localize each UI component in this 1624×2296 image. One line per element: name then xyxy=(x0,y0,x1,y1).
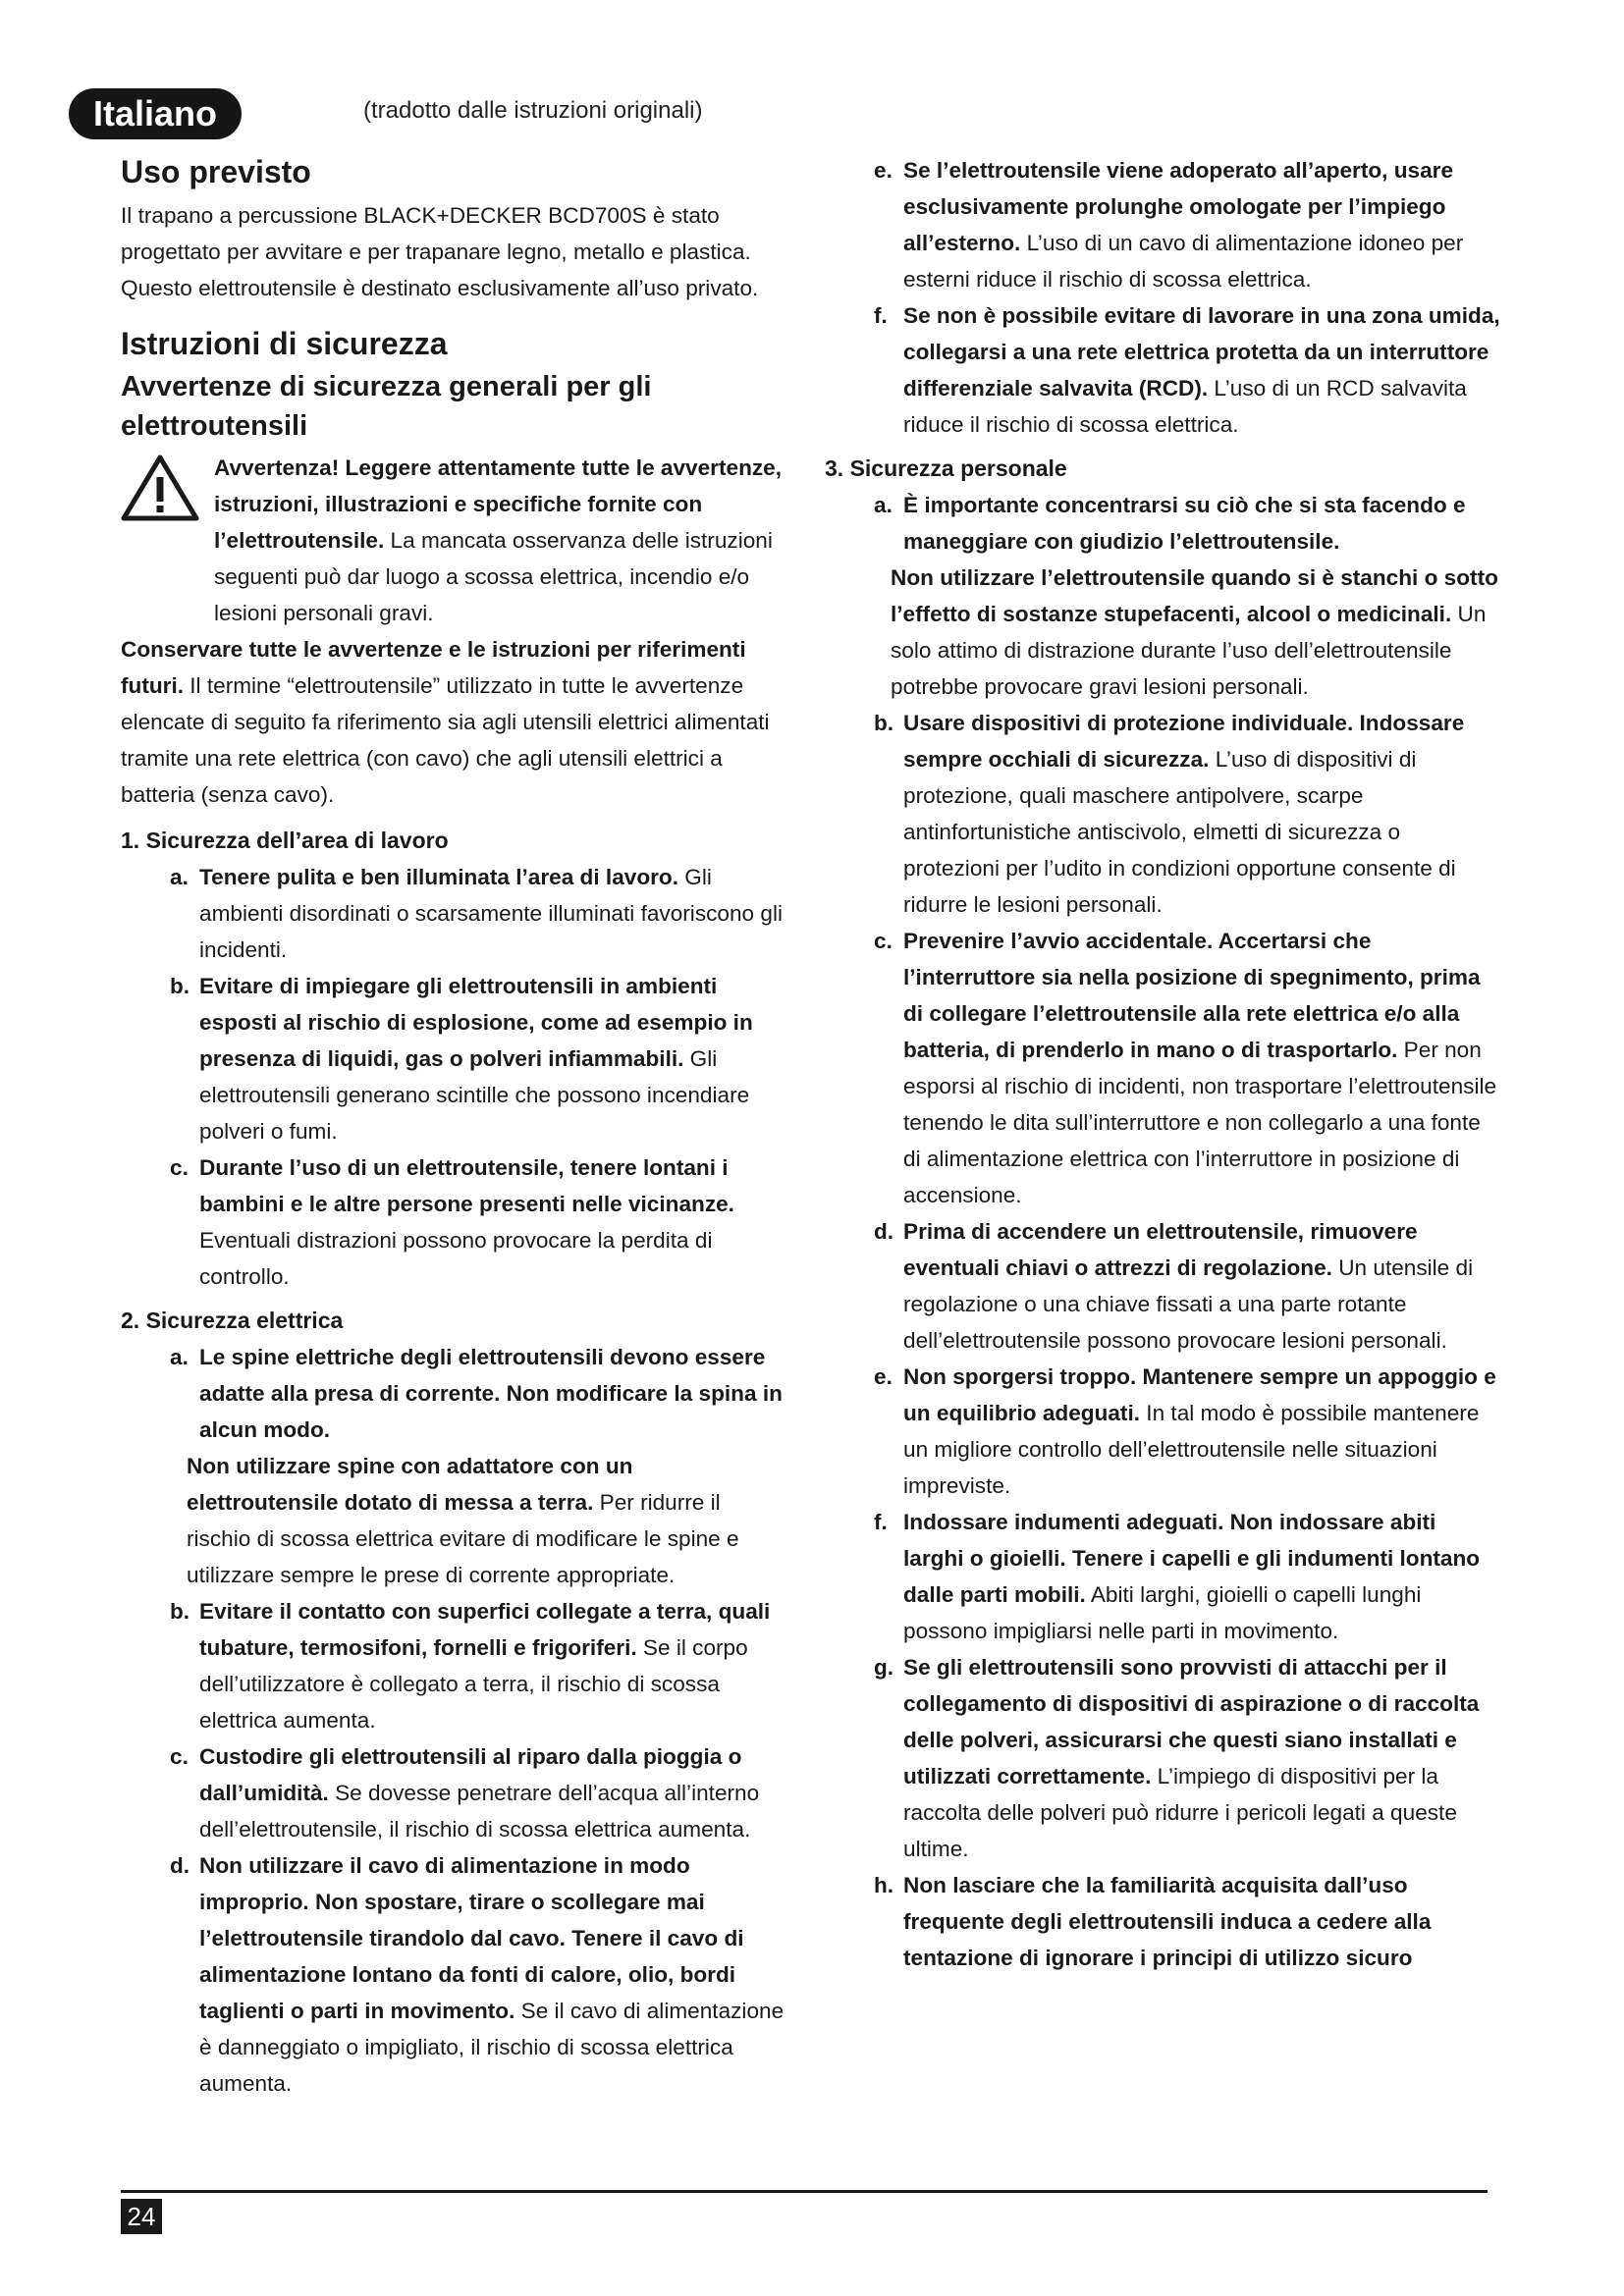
right-column xyxy=(825,152,1502,1976)
item-label: f. xyxy=(874,1510,888,1534)
item-label: h. xyxy=(874,1873,894,1897)
item-bold: Custodire gli elettroutensili al riparo dalla pioggia o dall’umidità. xyxy=(199,1744,742,1805)
item-bold: Durante l’uso di un elettroutensile, tenere lontani i bambini e le altre persone presenti nelle vicinanze. xyxy=(199,1155,734,1216)
item-bold: Se gli elettroutensili sono provvisti di attacchi per il collegamento di dispositivi di aspirazione o di raccolta delle polveri, assicurarsi che questi siano installati e utilizzati correttamente. xyxy=(903,1655,1480,1789)
item-text: Eventuali distrazioni possono provocare la perdita di controllo. xyxy=(199,1228,713,1289)
warning-triangle-icon xyxy=(121,454,199,522)
section3-item-a-continuation xyxy=(825,560,1502,705)
item-bold: Non utilizzare il cavo di alimentazione in modo improprio. Non spostare, tirare o scollegare mai l’elettroutensile tirandolo dal cavo. Tenere il cavo di alimentazione lontano da fonti di calore, olio, bordi taglienti o parti in movimento. xyxy=(199,1853,744,2023)
item-bold: Evitare il contatto con superfici collegate a terra, quali tubature, termosifoni, fornelli e frigoriferi. xyxy=(199,1599,771,1660)
item-bold: Usare dispositivi di protezione individuale. Indossare sempre occhiali di sicurezza. xyxy=(903,711,1465,772)
item-text: Per non esporsi al rischio di incidenti, non trasportare l’elettroutensile tenendo le dita sull’interruttore e non collegarlo a una fonte di alimentazione elettrica con l’interruttore in posizione di accensione. xyxy=(903,1038,1497,1207)
section3-item-a xyxy=(825,487,1502,560)
item-text-2: Un solo attimo di distrazione durante l’uso dell’elettroutensile potrebbe provocare gravi lesioni personali. xyxy=(891,602,1487,699)
warning-block xyxy=(121,450,788,631)
item-bold: Tenere pulita e ben illuminata l’area di lavoro. xyxy=(199,865,678,889)
item-label: e. xyxy=(874,1364,893,1389)
item-bold: Non sporgersi troppo. Mantenere sempre un appoggio e un equilibrio adeguati. xyxy=(903,1364,1496,1425)
item-label: c. xyxy=(170,1744,189,1769)
translation-note: (tradotto dalle istruzioni originali) xyxy=(363,97,703,124)
warning-bold: Avvertenza! Leggere attentamente tutte le avvertenze, istruzioni, illustrazioni e specifiche fornite con l’elettroutensile. xyxy=(214,455,783,553)
item-text: L’uso di dispositivi di protezione, quali maschere antipolvere, scarpe antinfortunistiche antiscivolo, elmetti di sicurezza o protezioni per l’udito in condizioni opportune consente di ridurre le lesioni personali. xyxy=(903,747,1456,917)
item-label: a. xyxy=(874,493,893,517)
warning-rest: La mancata osservanza delle istruzioni seguenti può dar luogo a scossa elettrica, incendio e/o lesioni personali gravi. xyxy=(214,528,773,625)
section2-title: 2. Sicurezza elettrica xyxy=(121,1308,344,1333)
section2-item-a-continuation xyxy=(121,1448,788,1593)
item-label: c. xyxy=(170,1155,189,1180)
item-bold-2: Non utilizzare l’elettroutensile quando si è stanchi o sotto l’effetto di sostanze stupefacenti, alcool o medicinali. xyxy=(891,565,1498,626)
footer-rule xyxy=(121,2190,1488,2193)
item-bold: Prima di accendere un elettroutensile, rimuovere eventuali chiavi o attrezzi di regolazione. xyxy=(903,1219,1418,1280)
item-label: b. xyxy=(170,974,190,998)
section1-title: 1. Sicurezza dell’area di lavoro xyxy=(121,828,449,853)
section3-item-c xyxy=(825,923,1502,1213)
section1-item-a xyxy=(121,859,788,968)
section3-title: 3. Sicurezza personale xyxy=(825,455,1067,481)
item-label: a. xyxy=(170,1345,189,1369)
warning-text xyxy=(214,450,788,631)
item-text: L’uso di un cavo di alimentazione idoneo per esterni riduce il rischio di scossa elettrica. xyxy=(903,231,1464,292)
section3-item-f xyxy=(825,1504,1502,1649)
section2-item-f xyxy=(825,297,1502,443)
keep-rest: Il termine “elettroutensile” utilizzato in tutte le avvertenze elencate di seguito fa riferimento sia agli utensili elettrici alimentati tramite una rete elettrica (con cavo) che agli utensili elettrici a batteria (senza cavo). xyxy=(121,673,770,807)
page-number: 24 xyxy=(121,2199,162,2234)
item-bold-2: Non utilizzare spine con adattatore con un elettroutensile dotato di messa a terra. xyxy=(187,1454,633,1515)
section3-item-e xyxy=(825,1359,1502,1504)
section3-item-g xyxy=(825,1649,1502,1867)
item-text: Abiti larghi, gioielli o capelli lunghi possono impigliarsi nelle parti in movimento. xyxy=(903,1582,1422,1643)
left-column xyxy=(121,152,788,2102)
section1-item-b xyxy=(121,968,788,1149)
item-label: d. xyxy=(874,1219,894,1244)
item-label: g. xyxy=(874,1655,894,1680)
item-text: L’impiego di dispositivi per la raccolta delle polveri può ridurre i pericoli legati a queste ultime. xyxy=(903,1764,1457,1861)
item-text: In tal modo è possibile mantenere un migliore controllo dell’elettroutensile nelle situazioni impreviste. xyxy=(903,1401,1480,1498)
item-label: b. xyxy=(170,1599,190,1624)
item-bold: Indossare indumenti adeguati. Non indossare abiti larghi o gioielli. Tenere i capelli e gli indumenti lontano dalle parti mobili. xyxy=(903,1510,1481,1607)
section2-item-d xyxy=(121,1847,788,2102)
item-label: e. xyxy=(874,158,893,183)
section3-item-b xyxy=(825,705,1502,923)
intended-use-text: Il trapano a percussione BLACK+DECKER BCD700S è stato progettato per avvitare e per trapanare legno, metallo e plastica. Questo elettroutensile è destinato esclusivamente all’uso privato. xyxy=(121,203,759,300)
item-label: c. xyxy=(874,929,893,953)
item-label: f. xyxy=(874,303,888,328)
item-label: b. xyxy=(874,711,894,735)
item-label: d. xyxy=(170,1853,190,1878)
item-bold: Evitare di impiegare gli elettroutensili in ambienti esposti al rischio di esplosione, come ad esempio in presenza di liquidi, gas o polveri infiammabili. xyxy=(199,974,753,1071)
item-text: Se il cavo di alimentazione è danneggiato o impigliato, il rischio di scossa elettrica aumenta. xyxy=(199,1999,785,2096)
keep-bold: Conservare tutte le avvertenze e le istruzioni per riferimenti futuri. xyxy=(121,637,746,698)
item-text: Se il corpo dell’utilizzatore è collegato a terra, il rischio di scossa elettrica aumenta. xyxy=(199,1635,748,1733)
item-bold: È importante concentrarsi su ciò che si sta facendo e maneggiare con giudizio l’elettroutensile. xyxy=(903,493,1466,554)
keep-instructions xyxy=(121,631,788,813)
item-bold: Se l’elettroutensile viene adoperato all’aperto, usare esclusivamente prolunghe omologate per l’impiego all’esterno. xyxy=(903,158,1454,255)
section2-item-b xyxy=(121,1593,788,1738)
intended-use-heading: Uso previsto xyxy=(121,154,311,189)
item-text: Gli ambienti disordinati o scarsamente illuminati favoriscono gli incidenti. xyxy=(199,865,783,962)
general-warnings-heading: Avvertenze di sicurezza generali per gli elettroutensili xyxy=(121,371,652,442)
section3-item-h xyxy=(825,1867,1502,1976)
section2-item-c xyxy=(121,1738,788,1847)
item-bold: Se non è possibile evitare di lavorare in una zona umida, collegarsi a una rete elettrica protetta da un interruttore differenziale salvavita (RCD). xyxy=(903,303,1500,400)
item-text: Un utensile di regolazione o una chiave fissati a una parte rotante dell’elettroutensile possono provocare lesioni personali. xyxy=(903,1255,1474,1353)
item-text: Gli elettroutensili generano scintille che possono incendiare polveri o fumi. xyxy=(199,1046,750,1144)
item-label: a. xyxy=(170,865,189,889)
safety-heading: Istruzioni di sicurezza xyxy=(121,326,448,361)
section3-item-d xyxy=(825,1213,1502,1359)
section1-item-c xyxy=(121,1149,788,1295)
item-bold: Le spine elettriche degli elettroutensili devono essere adatte alla presa di corrente. Non modificare la spina in alcun modo. xyxy=(199,1345,783,1442)
language-badge: Italiano xyxy=(69,88,242,139)
item-bold: Prevenire l’avvio accidentale. Accertarsi che l’interruttore sia nella posizione di spegnimento, prima di collegare l’elettroutensile alla rete elettrica e/o alla batteria, di prenderlo in mano o di trasportarlo. xyxy=(903,929,1481,1062)
item-text: L’uso di un RCD salvavita riduce il rischio di scossa elettrica. xyxy=(903,376,1467,437)
item-text: Se dovesse penetrare dell’acqua all’interno dell’elettroutensile, il rischio di scossa elettrica aumenta. xyxy=(199,1781,760,1842)
item-text-2: Per ridurre il rischio di scossa elettrica evitare di modificare le spine e utilizzare sempre le prese di corrente appropriate. xyxy=(187,1490,739,1587)
item-bold: Non lasciare che la familiarità acquisita dall’uso frequente degli elettroutensili induca a cedere alla tentazione di ignorare i principi di utilizzo sicuro xyxy=(903,1873,1432,1970)
section2-item-a xyxy=(121,1339,788,1448)
section2-item-e xyxy=(825,152,1502,297)
